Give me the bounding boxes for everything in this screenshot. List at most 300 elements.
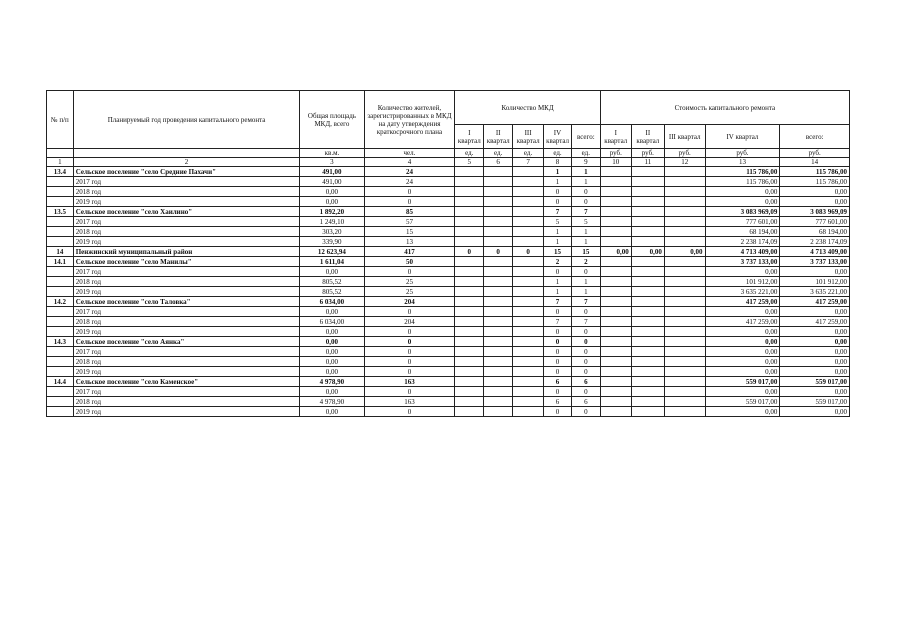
row-count-q2-cell [484, 207, 513, 217]
row-count-q4-cell: 6 [544, 397, 572, 407]
row-area-cell: 0,00 [300, 407, 364, 417]
row-area-cell: 6 034,00 [300, 317, 364, 327]
column-number-cell: 11 [631, 158, 664, 167]
row-count-q2-cell [484, 297, 513, 307]
row-count-total-cell: 0 [571, 187, 600, 197]
row-count-q1-cell [455, 317, 484, 327]
row-cost-q2-cell [631, 187, 664, 197]
table-row [47, 357, 850, 367]
row-cost-q2-cell [631, 217, 664, 227]
row-count-q2-cell [484, 347, 513, 357]
row-name-cell: 2019 год [73, 327, 300, 337]
row-cost-q2-cell [631, 177, 664, 187]
row-cost-total-cell: 777 601,00 [780, 217, 850, 227]
row-number-cell [47, 217, 74, 227]
row-count-q1-cell [455, 227, 484, 237]
row-people-cell: 163 [364, 397, 455, 407]
row-cost-q1-cell [600, 237, 631, 247]
table-row [47, 237, 850, 247]
row-count-q1-cell [455, 397, 484, 407]
column-number-cell: 13 [705, 158, 780, 167]
row-area-cell: 491,00 [300, 167, 364, 177]
row-count-total-cell: 1 [571, 237, 600, 247]
table-row [47, 297, 850, 307]
row-cost-q4-cell: 0,00 [705, 367, 780, 377]
table-row [47, 317, 850, 327]
units-cell: кв.м. [300, 149, 364, 158]
row-count-total-cell: 1 [571, 287, 600, 297]
row-cost-q1-cell [600, 397, 631, 407]
row-area-cell: 12 623,94 [300, 247, 364, 257]
row-count-q2-cell [484, 357, 513, 367]
row-count-q3-cell [513, 197, 544, 207]
row-count-total-cell: 0 [571, 387, 600, 397]
row-cost-q2-cell [631, 367, 664, 377]
row-area-cell: 0,00 [300, 307, 364, 317]
row-name-cell: 2019 год [73, 197, 300, 207]
row-area-cell: 1 249,10 [300, 217, 364, 227]
header-residents: Количество жителей, зарегистрированных в МКД на дату утверждения краткосрочного плана [364, 91, 455, 149]
row-cost-q1-cell [600, 197, 631, 207]
row-count-q1-cell: 0 [455, 247, 484, 257]
row-count-total-cell: 0 [571, 357, 600, 367]
row-count-total-cell: 0 [571, 367, 600, 377]
row-people-cell: 0 [364, 407, 455, 417]
row-cost-q1-cell [600, 277, 631, 287]
row-cost-q1-cell [600, 217, 631, 227]
row-count-total-cell: 2 [571, 257, 600, 267]
row-cost-q4-cell: 559 017,00 [705, 397, 780, 407]
units-cell: ед. [455, 149, 484, 158]
row-number-cell: 14.4 [47, 377, 74, 387]
row-count-q2-cell [484, 267, 513, 277]
row-people-cell: 0 [364, 307, 455, 317]
header-repair-cost: Стоимость капитального ремонта [600, 91, 849, 125]
table-row [47, 397, 850, 407]
row-people-cell: 0 [364, 267, 455, 277]
row-count-q4-cell: 1 [544, 237, 572, 247]
row-cost-q1-cell [600, 387, 631, 397]
header-mkd-count: Количество МКД [455, 91, 600, 125]
row-count-total-cell: 0 [571, 197, 600, 207]
table-row [47, 327, 850, 337]
row-count-q1-cell [455, 347, 484, 357]
row-name-cell: 2018 год [73, 397, 300, 407]
row-count-q4-cell: 1 [544, 277, 572, 287]
row-count-q2-cell [484, 307, 513, 317]
row-cost-q2-cell [631, 407, 664, 417]
row-people-cell: 24 [364, 167, 455, 177]
units-cell: руб. [780, 149, 850, 158]
row-number-cell: 14 [47, 247, 74, 257]
row-people-cell: 57 [364, 217, 455, 227]
row-cost-q3-cell [664, 167, 705, 177]
table-row [47, 337, 850, 347]
row-number-cell [47, 227, 74, 237]
row-count-total-cell: 0 [571, 307, 600, 317]
column-numbers-row [47, 158, 850, 167]
row-cost-q4-cell: 0,00 [705, 267, 780, 277]
row-name-cell: Сельское поселение "село Средние Пахачи" [73, 167, 300, 177]
row-count-q4-cell: 0 [544, 187, 572, 197]
row-name-cell: Пенжинский муниципальный район [73, 247, 300, 257]
row-cost-q4-cell: 417 259,00 [705, 317, 780, 327]
row-number-cell [47, 177, 74, 187]
row-name-cell: 2017 год [73, 267, 300, 277]
row-count-q2-cell [484, 217, 513, 227]
row-count-q4-cell: 1 [544, 287, 572, 297]
row-count-q1-cell [455, 377, 484, 387]
row-cost-q3-cell [664, 177, 705, 187]
row-count-q2-cell [484, 187, 513, 197]
table-row [47, 377, 850, 387]
row-count-q4-cell: 7 [544, 317, 572, 327]
row-number-cell [47, 367, 74, 377]
row-count-q2-cell [484, 197, 513, 207]
row-cost-q3-cell [664, 337, 705, 347]
row-cost-total-cell: 0,00 [780, 327, 850, 337]
row-people-cell: 25 [364, 287, 455, 297]
row-cost-q3-cell [664, 207, 705, 217]
row-cost-q2-cell [631, 197, 664, 207]
row-cost-q3-cell: 0,00 [664, 247, 705, 257]
row-count-total-cell: 1 [571, 167, 600, 177]
column-number-cell: 3 [300, 158, 364, 167]
units-cell: ед. [571, 149, 600, 158]
row-cost-q3-cell [664, 377, 705, 387]
row-cost-q4-cell: 3 737 133,00 [705, 257, 780, 267]
row-count-q2-cell [484, 407, 513, 417]
row-cost-total-cell: 115 786,00 [780, 167, 850, 177]
row-number-cell [47, 387, 74, 397]
row-number-cell: 13.5 [47, 207, 74, 217]
row-number-cell: 14.1 [47, 257, 74, 267]
row-cost-q4-cell: 0,00 [705, 387, 780, 397]
row-name-cell: Сельское поселение "село Каменское" [73, 377, 300, 387]
row-name-cell: 2018 год [73, 357, 300, 367]
row-area-cell: 0,00 [300, 387, 364, 397]
row-count-q3-cell [513, 307, 544, 317]
row-area-cell: 0,00 [300, 367, 364, 377]
row-cost-q2-cell [631, 347, 664, 357]
row-count-total-cell: 7 [571, 317, 600, 327]
row-count-q4-cell: 0 [544, 307, 572, 317]
column-number-cell: 14 [780, 158, 850, 167]
row-count-q1-cell [455, 197, 484, 207]
row-count-q3-cell [513, 237, 544, 247]
row-cost-total-cell: 0,00 [780, 267, 850, 277]
row-people-cell: 163 [364, 377, 455, 387]
row-count-q3-cell [513, 257, 544, 267]
row-count-q2-cell [484, 237, 513, 247]
row-count-q3-cell [513, 387, 544, 397]
row-cost-q2-cell [631, 207, 664, 217]
row-count-q3-cell [513, 327, 544, 337]
row-people-cell: 0 [364, 367, 455, 377]
row-count-q2-cell [484, 397, 513, 407]
row-cost-q3-cell [664, 357, 705, 367]
row-cost-q4-cell: 417 259,00 [705, 297, 780, 307]
header-count-q2: II квартал [484, 125, 513, 149]
units-cell: руб. [600, 149, 631, 158]
row-cost-q2-cell [631, 307, 664, 317]
header-cost-q2: II квартал [631, 125, 664, 149]
row-number-cell [47, 197, 74, 207]
row-cost-q1-cell [600, 267, 631, 277]
row-cost-q4-cell: 0,00 [705, 347, 780, 357]
table-row [47, 197, 850, 207]
units-row [47, 149, 850, 158]
column-number-cell: 7 [513, 158, 544, 167]
row-area-cell: 4 978,90 [300, 397, 364, 407]
units-cell: руб. [631, 149, 664, 158]
row-count-total-cell: 7 [571, 207, 600, 217]
row-count-q2-cell [484, 327, 513, 337]
row-count-total-cell: 6 [571, 397, 600, 407]
row-count-total-cell: 1 [571, 227, 600, 237]
row-people-cell: 204 [364, 297, 455, 307]
row-count-total-cell: 0 [571, 267, 600, 277]
row-cost-total-cell: 68 194,00 [780, 227, 850, 237]
units-cell: руб. [664, 149, 705, 158]
table-row [47, 227, 850, 237]
row-area-cell: 1 892,20 [300, 207, 364, 217]
row-cost-q1-cell [600, 287, 631, 297]
header-no: № п/п [47, 91, 74, 149]
units-cell: руб. [705, 149, 780, 158]
row-cost-q4-cell: 115 786,00 [705, 177, 780, 187]
column-number-cell: 9 [571, 158, 600, 167]
row-count-q2-cell [484, 257, 513, 267]
row-count-q3-cell [513, 397, 544, 407]
row-cost-q2-cell: 0,00 [631, 247, 664, 257]
row-count-q1-cell [455, 337, 484, 347]
row-count-q3-cell [513, 357, 544, 367]
row-cost-q4-cell: 101 912,00 [705, 277, 780, 287]
column-number-cell: 4 [364, 158, 455, 167]
row-count-total-cell: 7 [571, 297, 600, 307]
row-cost-q1-cell [600, 307, 631, 317]
header-cost-q1: I квартал [600, 125, 631, 149]
row-cost-q2-cell [631, 397, 664, 407]
row-name-cell: 2019 год [73, 367, 300, 377]
row-cost-q3-cell [664, 197, 705, 207]
header-count-total: всего: [571, 125, 600, 149]
row-cost-q2-cell [631, 167, 664, 177]
row-count-q4-cell: 0 [544, 327, 572, 337]
row-count-q3-cell [513, 217, 544, 227]
row-people-cell: 0 [364, 197, 455, 207]
row-cost-q4-cell: 0,00 [705, 337, 780, 347]
row-count-q2-cell [484, 317, 513, 327]
row-count-q4-cell: 7 [544, 297, 572, 307]
row-count-q1-cell [455, 307, 484, 317]
header-count-q4: IV квартал [544, 125, 572, 149]
row-cost-q4-cell: 0,00 [705, 197, 780, 207]
row-cost-q2-cell [631, 287, 664, 297]
row-count-q1-cell [455, 287, 484, 297]
column-number-cell: 10 [600, 158, 631, 167]
row-cost-total-cell: 0,00 [780, 387, 850, 397]
row-area-cell: 0,00 [300, 267, 364, 277]
row-cost-q1-cell [600, 367, 631, 377]
table-row [47, 267, 850, 277]
row-count-q3-cell [513, 297, 544, 307]
row-count-q4-cell: 0 [544, 267, 572, 277]
row-area-cell: 0,00 [300, 327, 364, 337]
row-count-q1-cell [455, 207, 484, 217]
row-cost-q4-cell: 0,00 [705, 357, 780, 367]
row-count-q3-cell [513, 167, 544, 177]
row-number-cell [47, 357, 74, 367]
row-count-q1-cell [455, 407, 484, 417]
row-count-q2-cell [484, 227, 513, 237]
row-number-cell [47, 327, 74, 337]
row-cost-q3-cell [664, 327, 705, 337]
row-cost-q2-cell [631, 377, 664, 387]
table-row [47, 367, 850, 377]
row-number-cell [47, 187, 74, 197]
column-number-cell: 5 [455, 158, 484, 167]
row-cost-q2-cell [631, 267, 664, 277]
row-cost-q3-cell [664, 217, 705, 227]
header-planned-year: Планируемый год проведения капитального ремонта [73, 91, 300, 149]
row-people-cell: 0 [364, 357, 455, 367]
column-number-cell: 1 [47, 158, 74, 167]
row-count-q3-cell [513, 407, 544, 417]
row-cost-total-cell: 3 083 969,09 [780, 207, 850, 217]
row-cost-q3-cell [664, 347, 705, 357]
row-cost-q3-cell [664, 227, 705, 237]
row-count-q3-cell [513, 367, 544, 377]
row-cost-q4-cell: 115 786,00 [705, 167, 780, 177]
row-count-q2-cell: 0 [484, 247, 513, 257]
row-cost-total-cell: 0,00 [780, 367, 850, 377]
table-row [47, 307, 850, 317]
row-count-q3-cell [513, 187, 544, 197]
row-count-total-cell: 5 [571, 217, 600, 227]
table-row [47, 387, 850, 397]
row-count-q2-cell [484, 167, 513, 177]
table-row [47, 407, 850, 417]
row-count-q4-cell: 1 [544, 177, 572, 187]
row-cost-q3-cell [664, 277, 705, 287]
row-people-cell: 85 [364, 207, 455, 217]
row-name-cell: Сельское поселение "село Таловка" [73, 297, 300, 307]
row-count-total-cell: 0 [571, 327, 600, 337]
row-cost-q4-cell: 3 083 969,09 [705, 207, 780, 217]
units-cell: ед. [513, 149, 544, 158]
row-count-q4-cell: 7 [544, 207, 572, 217]
row-count-q1-cell [455, 167, 484, 177]
header-cost-q4: IV квартал [705, 125, 780, 149]
units-cell-empty [73, 149, 300, 158]
row-cost-q2-cell [631, 297, 664, 307]
row-cost-q4-cell: 559 017,00 [705, 377, 780, 387]
row-area-cell: 805,52 [300, 277, 364, 287]
row-count-q2-cell [484, 287, 513, 297]
row-count-total-cell: 1 [571, 177, 600, 187]
row-cost-q1-cell [600, 407, 631, 417]
units-cell-empty [47, 149, 74, 158]
row-number-cell [47, 317, 74, 327]
row-people-cell: 50 [364, 257, 455, 267]
row-cost-q3-cell [664, 317, 705, 327]
row-count-q3-cell [513, 347, 544, 357]
row-count-q1-cell [455, 297, 484, 307]
row-count-total-cell: 6 [571, 377, 600, 387]
row-cost-q1-cell [600, 357, 631, 367]
row-name-cell: 2018 год [73, 317, 300, 327]
row-cost-q4-cell: 0,00 [705, 327, 780, 337]
row-count-q4-cell: 1 [544, 167, 572, 177]
row-cost-total-cell: 101 912,00 [780, 277, 850, 287]
row-count-q4-cell: 0 [544, 387, 572, 397]
row-cost-total-cell: 3 635 221,00 [780, 287, 850, 297]
row-cost-q1-cell [600, 337, 631, 347]
row-number-cell [47, 277, 74, 287]
row-count-q4-cell: 0 [544, 347, 572, 357]
row-area-cell: 805,52 [300, 287, 364, 297]
row-cost-q2-cell [631, 327, 664, 337]
row-area-cell: 0,00 [300, 337, 364, 347]
row-cost-q1-cell [600, 177, 631, 187]
row-people-cell: 24 [364, 177, 455, 187]
row-number-cell [47, 307, 74, 317]
row-count-q4-cell: 0 [544, 357, 572, 367]
row-cost-q4-cell: 2 238 174,09 [705, 237, 780, 247]
row-count-q4-cell: 15 [544, 247, 572, 257]
row-name-cell: 2017 год [73, 307, 300, 317]
row-count-q4-cell: 0 [544, 337, 572, 347]
row-cost-q2-cell [631, 227, 664, 237]
row-number-cell [47, 237, 74, 247]
row-cost-q4-cell: 4 713 409,00 [705, 247, 780, 257]
row-name-cell: 2019 год [73, 407, 300, 417]
row-count-q1-cell [455, 357, 484, 367]
row-cost-total-cell: 2 238 174,09 [780, 237, 850, 247]
row-cost-q3-cell [664, 287, 705, 297]
row-cost-total-cell: 417 259,00 [780, 317, 850, 327]
row-cost-total-cell: 0,00 [780, 337, 850, 347]
row-count-q4-cell: 0 [544, 407, 572, 417]
row-count-q3-cell [513, 317, 544, 327]
row-area-cell: 303,20 [300, 227, 364, 237]
row-cost-q1-cell [600, 317, 631, 327]
row-cost-q2-cell [631, 237, 664, 247]
units-cell: ед. [544, 149, 572, 158]
row-cost-total-cell: 0,00 [780, 357, 850, 367]
row-count-q3-cell: 0 [513, 247, 544, 257]
row-name-cell: 2019 год [73, 237, 300, 247]
row-cost-q2-cell [631, 357, 664, 367]
row-number-cell [47, 407, 74, 417]
row-count-q2-cell [484, 377, 513, 387]
row-area-cell: 491,00 [300, 177, 364, 187]
row-count-q1-cell [455, 327, 484, 337]
row-count-q4-cell: 1 [544, 227, 572, 237]
table-row [47, 277, 850, 287]
row-count-q2-cell [484, 337, 513, 347]
row-cost-q3-cell [664, 267, 705, 277]
row-area-cell: 6 034,00 [300, 297, 364, 307]
row-count-total-cell: 15 [571, 247, 600, 257]
row-cost-total-cell: 559 017,00 [780, 377, 850, 387]
row-cost-total-cell: 0,00 [780, 307, 850, 317]
row-count-q4-cell: 2 [544, 257, 572, 267]
row-cost-total-cell: 0,00 [780, 407, 850, 417]
row-number-cell [47, 287, 74, 297]
